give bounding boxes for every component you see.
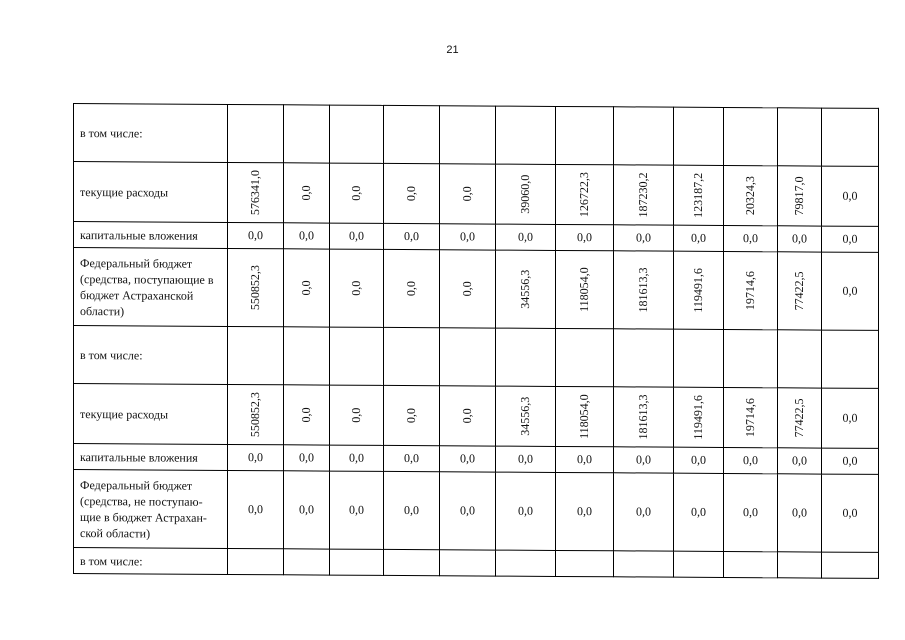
cell-value: 77422,5 <box>792 271 806 311</box>
table-cell <box>614 107 674 165</box>
table-cell <box>724 329 778 387</box>
cell-value: 0,0 <box>460 186 474 202</box>
row-label: капитальные вложения <box>74 444 228 471</box>
table-cell <box>440 250 496 328</box>
table-cell <box>284 105 330 163</box>
table-cell <box>674 329 724 387</box>
table-cell <box>330 549 384 575</box>
table-cell: 0,0 <box>384 445 440 471</box>
table-cell: 0,0 <box>284 471 330 549</box>
table-cell <box>778 108 822 166</box>
table-cell <box>284 327 330 385</box>
table-cell: 0,0 <box>724 225 778 251</box>
row-label: в том числе: <box>74 326 228 385</box>
table-cell <box>440 550 496 576</box>
table-cell: 0,0 <box>674 225 724 251</box>
table-cell: 0,0 <box>228 470 284 548</box>
row-label: текущие расходы <box>74 384 228 445</box>
table-cell <box>440 164 496 224</box>
table-cell: 0,0 <box>440 472 496 550</box>
cell-value: 0,0 <box>404 281 418 297</box>
cell-value: 79817,0 <box>792 176 806 216</box>
cell-value: 0,0 <box>404 408 418 424</box>
table-cell <box>778 330 822 388</box>
table-cell: 0,0 <box>384 471 440 549</box>
table-row <box>74 248 879 331</box>
table-row <box>74 548 879 579</box>
row-label: в том числе: <box>74 548 228 575</box>
row-label: капитальные вложения <box>74 222 228 249</box>
table-cell: 0,0 <box>496 224 556 250</box>
table-cell <box>778 252 822 330</box>
table-cell: 0,0 <box>556 446 614 472</box>
table-cell <box>384 327 440 385</box>
table-cell <box>724 165 778 225</box>
table-cell <box>496 164 556 224</box>
table-cell <box>284 385 330 445</box>
table-cell: 0,0 <box>822 388 879 448</box>
table-cell <box>614 165 674 225</box>
cell-value: 118054,0 <box>577 267 591 312</box>
table-row <box>74 384 879 449</box>
table-cell: 0,0 <box>556 472 614 550</box>
table-cell: 0,0 <box>614 473 674 551</box>
cell-value: 119491,6 <box>691 267 705 313</box>
table-cell <box>496 106 556 164</box>
cell-value: 187230,2 <box>636 172 650 218</box>
table-cell: 0,0 <box>674 473 724 551</box>
cell-value: 0,0 <box>404 186 418 202</box>
cell-value: 550852,3 <box>248 265 262 311</box>
table-cell: 0,0 <box>778 448 822 474</box>
table-cell: 0,0 <box>228 222 284 248</box>
cell-value: 0,0 <box>349 185 363 201</box>
table-cell: 0,0 <box>822 252 879 330</box>
table-cell <box>284 549 330 575</box>
table-cell <box>330 163 384 223</box>
table-cell <box>384 549 440 575</box>
table-cell: 0,0 <box>822 226 879 252</box>
table-cell <box>724 107 778 165</box>
table-cell <box>384 249 440 327</box>
table-cell <box>614 387 674 447</box>
cell-value: 19714,6 <box>743 271 757 311</box>
cell-value: 39060,0 <box>518 174 532 214</box>
table-cell <box>384 385 440 445</box>
cell-value: 123187,2 <box>691 172 705 218</box>
table-cell: 0,0 <box>330 445 384 471</box>
cell-value: 118054,0 <box>577 394 591 439</box>
cell-value: 0,0 <box>299 185 313 201</box>
cell-value: 576341,0 <box>248 170 262 216</box>
table-cell <box>556 164 614 224</box>
table-cell <box>724 551 778 577</box>
cell-value: 0,0 <box>460 408 474 424</box>
table-cell: 0,0 <box>228 444 284 470</box>
table-cell <box>674 387 724 447</box>
table-cell <box>674 251 724 329</box>
table-cell <box>228 162 284 222</box>
table-cell: 0,0 <box>496 446 556 472</box>
table-cell: 0,0 <box>440 224 496 250</box>
cell-value: 550852,3 <box>248 392 262 438</box>
table-cell <box>496 550 556 576</box>
page-number: 21 <box>446 44 459 56</box>
table-cell: 0,0 <box>330 471 384 549</box>
table-cell <box>674 165 724 225</box>
table-cell <box>556 250 614 328</box>
table-cell <box>614 551 674 577</box>
table-cell: 0,0 <box>724 473 778 551</box>
cell-value: 126722,3 <box>577 172 591 218</box>
table-cell: 0,0 <box>496 472 556 550</box>
table-body <box>74 104 879 579</box>
table-cell <box>778 552 822 578</box>
row-label: текущие расходы <box>74 162 228 223</box>
table-cell <box>330 249 384 327</box>
table-cell <box>228 384 284 444</box>
table-cell <box>556 550 614 576</box>
table-cell: 0,0 <box>284 445 330 471</box>
table-cell <box>384 105 440 163</box>
table-cell <box>556 386 614 446</box>
table-cell <box>228 326 284 384</box>
cell-value: 119491,6 <box>691 394 705 440</box>
table-row <box>74 470 879 553</box>
table-cell <box>284 249 330 327</box>
row-label: Федеральный бюджет (средства, не поступаю-щие в бюджет Астрахан-ской области) <box>74 470 228 549</box>
table-cell <box>384 163 440 223</box>
cell-value: 0,0 <box>299 280 313 296</box>
table-cell <box>822 552 879 578</box>
table-cell <box>284 163 330 223</box>
table-cell <box>556 106 614 164</box>
table-cell <box>330 105 384 163</box>
cell-value: 20324,3 <box>743 176 757 216</box>
table-cell <box>724 387 778 447</box>
table-row <box>74 104 879 167</box>
table-cell: 0,0 <box>614 447 674 473</box>
table-cell <box>496 250 556 328</box>
table-cell <box>822 330 879 388</box>
table-cell <box>674 107 724 165</box>
cell-value: 0,0 <box>460 281 474 297</box>
table-cell: 0,0 <box>822 166 879 226</box>
table-cell: 0,0 <box>284 223 330 249</box>
table-cell: 0,0 <box>724 447 778 473</box>
cell-value: 77422,5 <box>792 398 806 438</box>
budget-table <box>73 103 879 579</box>
table-cell <box>674 551 724 577</box>
cell-value: 0,0 <box>349 280 363 296</box>
cell-value: 0,0 <box>299 407 313 423</box>
table-cell <box>724 251 778 329</box>
row-label: в том числе: <box>74 104 228 163</box>
table-cell <box>496 328 556 386</box>
table-cell: 0,0 <box>822 448 879 474</box>
table-cell <box>822 108 879 166</box>
table-row <box>74 326 879 389</box>
cell-value: 181613,3 <box>636 394 650 440</box>
table-cell: 0,0 <box>822 474 879 552</box>
cell-value: 34556,3 <box>518 269 532 309</box>
table-cell: 0,0 <box>384 223 440 249</box>
table-cell <box>778 166 822 226</box>
cell-value: 181613,3 <box>636 267 650 313</box>
table-cell <box>440 386 496 446</box>
table-cell: 0,0 <box>674 447 724 473</box>
cell-value: 34556,3 <box>518 396 532 436</box>
table-cell: 0,0 <box>614 225 674 251</box>
cell-value: 19714,6 <box>743 398 757 438</box>
row-label: Федеральный бюджет (средства, поступающие в бюджет Астраханской области) <box>74 248 228 327</box>
table-cell <box>496 386 556 446</box>
table-cell: 0,0 <box>330 223 384 249</box>
table-row <box>74 162 879 227</box>
table-cell: 0,0 <box>556 224 614 250</box>
table-cell <box>778 388 822 448</box>
table-cell <box>614 251 674 329</box>
table-cell <box>228 104 284 162</box>
table-cell <box>228 248 284 326</box>
cell-value: 0,0 <box>349 407 363 423</box>
table-cell <box>614 329 674 387</box>
table-cell <box>330 327 384 385</box>
table-cell <box>330 385 384 445</box>
table-cell: 0,0 <box>440 446 496 472</box>
table-cell <box>556 328 614 386</box>
table-cell <box>440 328 496 386</box>
table-cell <box>228 548 284 574</box>
table-cell <box>440 106 496 164</box>
table-cell: 0,0 <box>778 226 822 252</box>
table-cell: 0,0 <box>778 474 822 552</box>
